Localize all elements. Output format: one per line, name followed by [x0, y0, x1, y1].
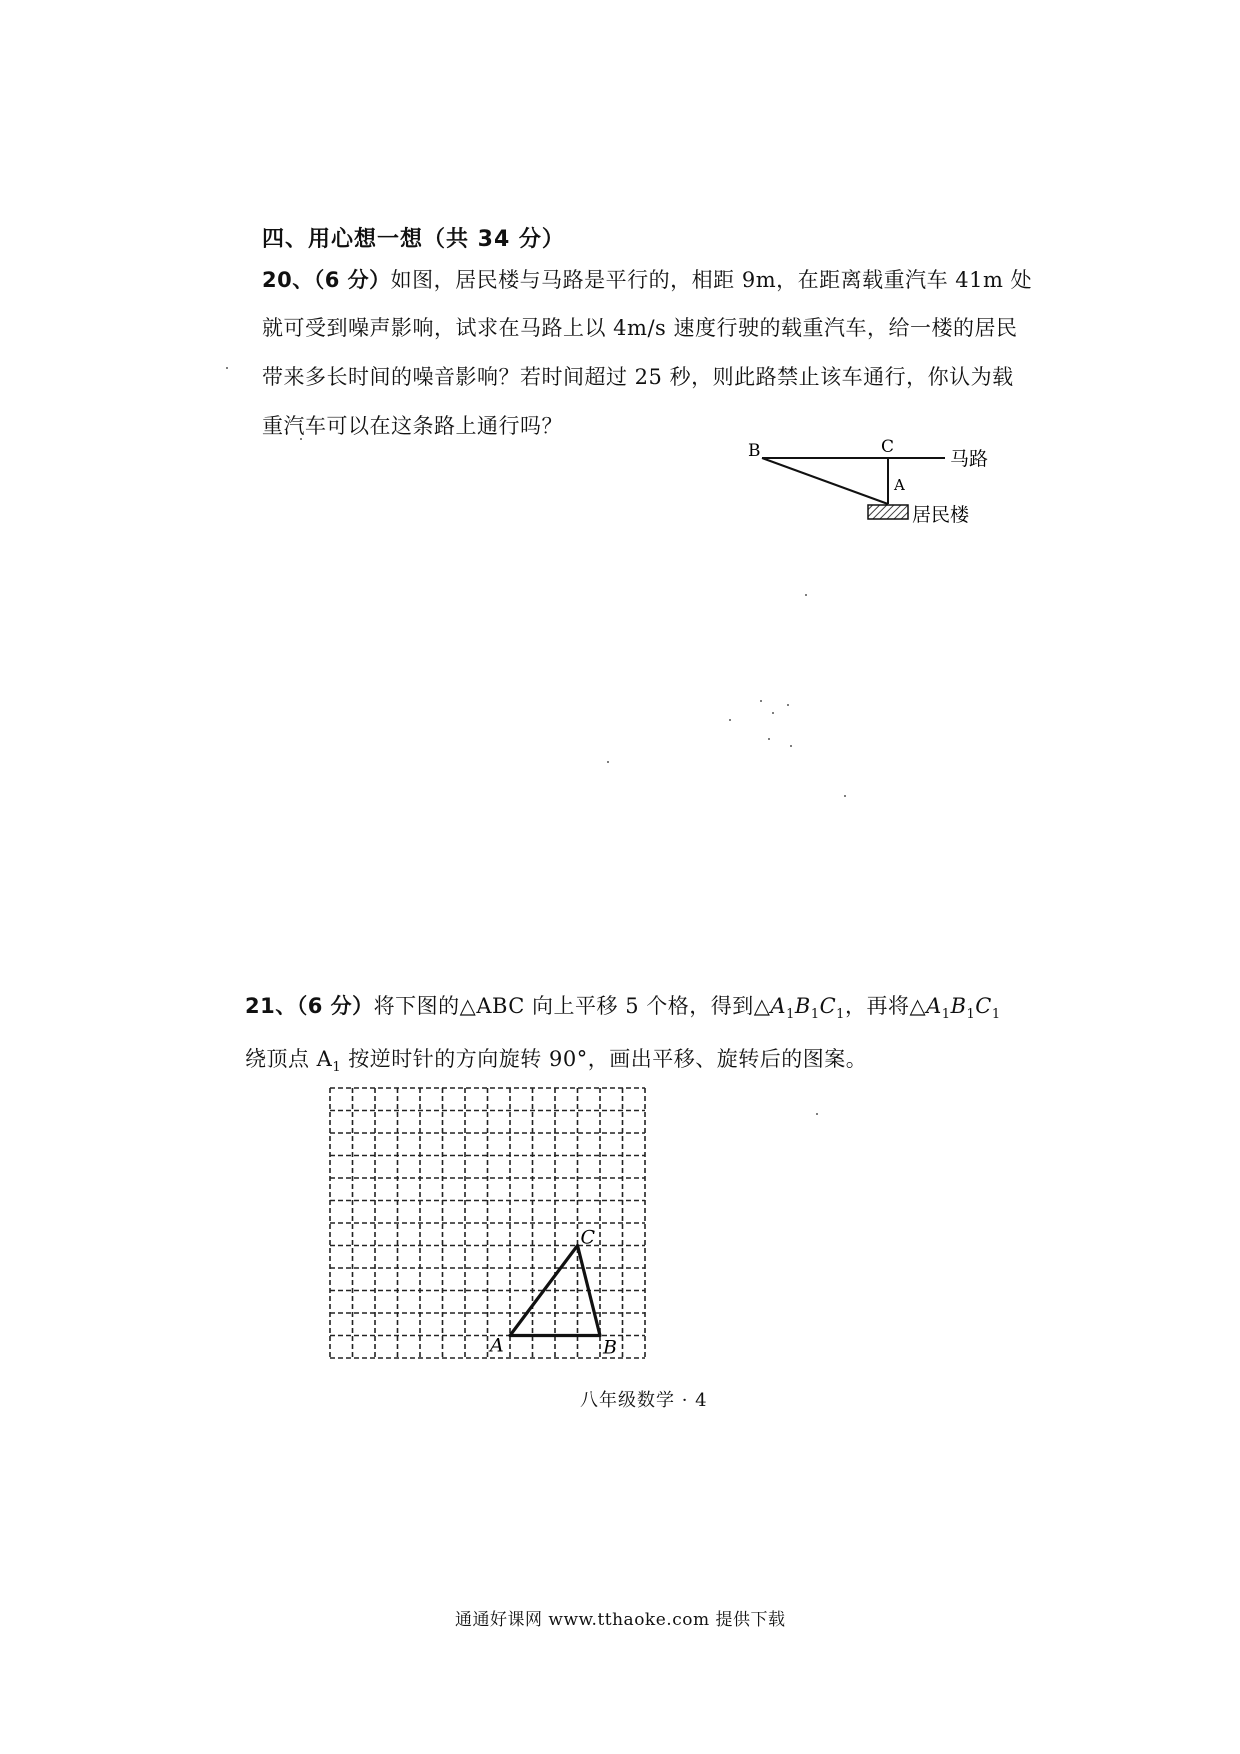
q20-line-4: 重汽车可以在这条路上通行吗？ [262, 414, 563, 438]
site-footer: 通通好课网 www.tthaoke.com 提供下载 [455, 1610, 786, 1630]
q21-text-2a: 绕顶点 A [245, 1047, 333, 1071]
tri1-a-sub: 1 [786, 1007, 795, 1022]
tri2-a: A [926, 994, 942, 1018]
q20-number: 20、 [262, 268, 314, 292]
vertex-label-b: B [603, 1336, 617, 1359]
grid-lines [330, 1088, 645, 1358]
tri2-c-sub: 1 [991, 1007, 1001, 1022]
label-a: A [894, 476, 905, 494]
tri1-b-sub: 1 [810, 1007, 820, 1022]
scan-speck [729, 719, 731, 721]
q21-line-1 [245, 990, 1001, 1022]
scan-speck [768, 738, 770, 740]
q21-text-2-sub: 1 [332, 1060, 342, 1075]
q21-number: 21、 [245, 994, 297, 1018]
q20-figure [740, 432, 1020, 542]
tri2-c: C [975, 994, 992, 1018]
scan-speck [607, 761, 609, 763]
vertex-label-c: C [580, 1226, 596, 1249]
label-b: B [748, 441, 761, 461]
label-road: 马路 [950, 448, 989, 470]
segment-ba [762, 458, 888, 504]
scan-speck [787, 704, 789, 706]
q20-line-3: 带来多长时间的噪音影响？若时间超过 25 秒，则此路禁止该车通行，你认为载 [262, 365, 1014, 389]
tri1-c-sub: 1 [836, 1007, 845, 1022]
label-building: 居民楼 [912, 504, 970, 526]
tri2-b-sub: 1 [966, 1007, 976, 1022]
building-block [868, 505, 908, 519]
q21-text-2b: 按逆时针的方向旋转 90°，画出平移、旋转后的图案。 [341, 1047, 868, 1071]
scan-speck [760, 700, 762, 702]
scan-speck [816, 1113, 818, 1115]
q21-grid-figure [320, 1078, 660, 1378]
label-c: C [881, 437, 895, 457]
tri2-a-sub: 1 [941, 1007, 951, 1022]
tri1-b: B [794, 994, 811, 1018]
q21-points: （6 分） [296, 994, 374, 1018]
tri1-a: A [770, 994, 787, 1018]
q21-text-1a: 将下图的△ABC 向上平移 5 个格，得到△ [373, 994, 771, 1018]
page-footer: 八年级数学 · 4 [580, 1390, 708, 1411]
q20-points: （6 分） [313, 268, 391, 292]
section-title: 四、用心想一想（共 34 分） [262, 227, 565, 252]
vertex-label-a: A [490, 1334, 504, 1357]
q21-text-1b: ，再将△ [844, 994, 927, 1018]
scan-speck [844, 795, 846, 797]
scan-speck [300, 438, 302, 440]
q20-line-1 [262, 264, 1032, 294]
tri2-b: B [950, 994, 967, 1018]
scan-speck [772, 712, 774, 714]
scan-speck [805, 594, 807, 596]
q20-line-2: 就可受到噪声影响，试求在马路上以 4m/s 速度行驶的载重汽车，给一楼的居民 [262, 316, 1018, 340]
tri1-c: C [819, 994, 837, 1018]
scan-speck [790, 745, 792, 747]
scan-speck [226, 367, 228, 369]
q21-line-2 [245, 1043, 867, 1075]
q20-text-1: 如图，居民楼与马路是平行的，相距 9m，在距离载重汽车 41m 处 [390, 268, 1033, 292]
